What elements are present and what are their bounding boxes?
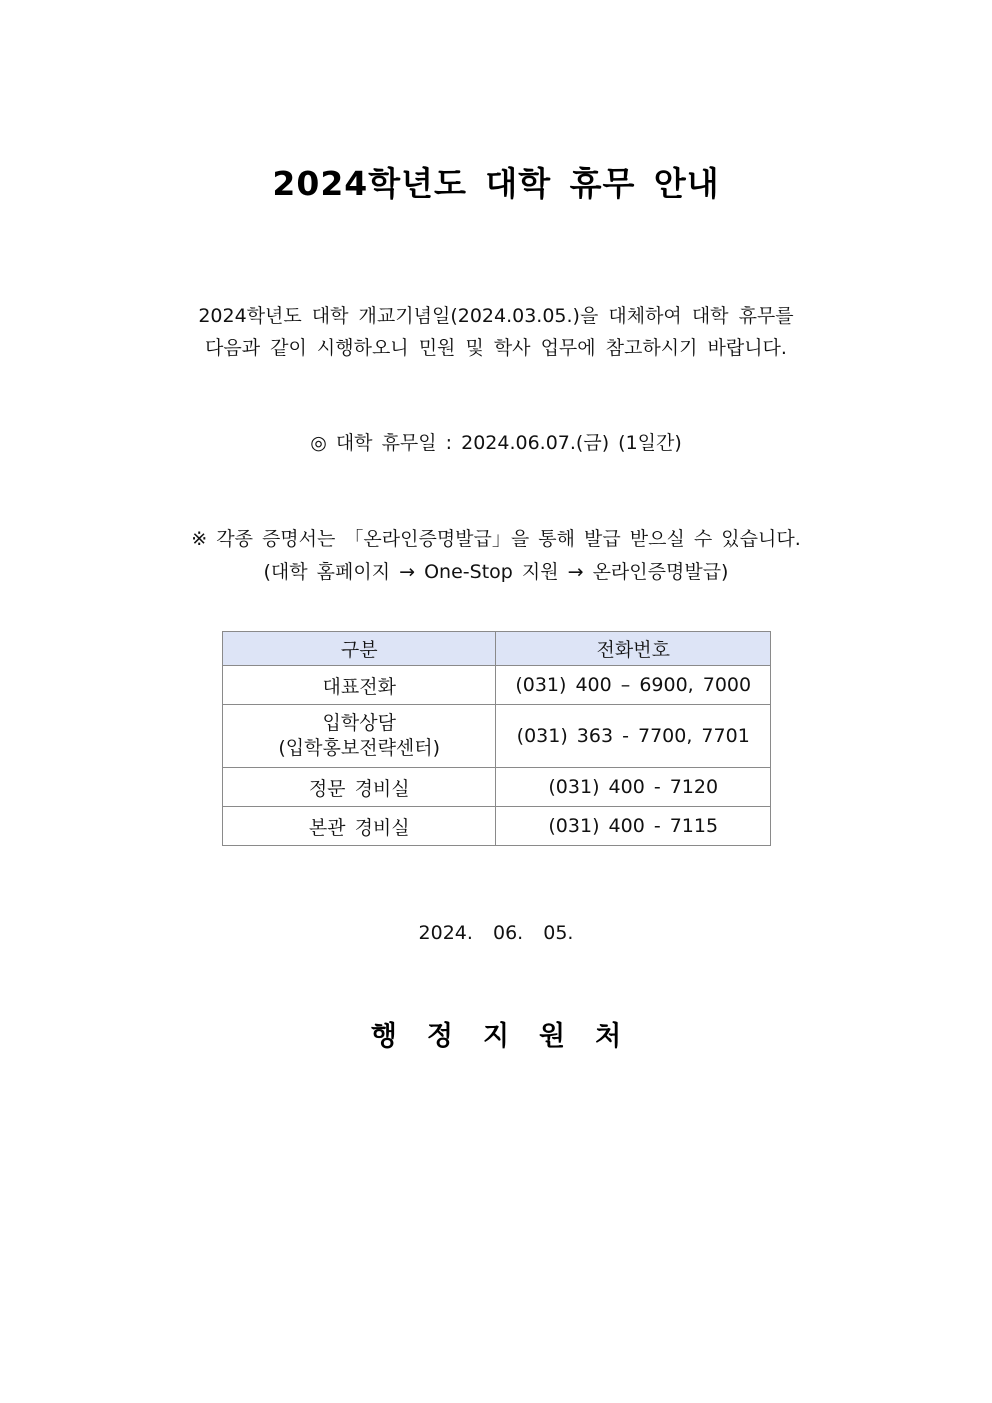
row-phone: (031) 400 - 7120 [496, 768, 771, 807]
issuing-office: 행정지원처 [370, 1021, 652, 1052]
row-category: 본관 경비실 [223, 807, 496, 846]
header-category: 구분 [223, 632, 496, 666]
row-phone: (031) 400 - 7115 [496, 807, 771, 846]
row-phone: (031) 363 - 7700, 7701 [496, 705, 771, 768]
row-category: 정문 경비실 [223, 768, 496, 807]
issue-date: 2024. 06. 05. [418, 922, 574, 944]
row-category: 대표전화 [223, 666, 496, 705]
row-category-sub: (입학홍보전략센터) [278, 737, 441, 759]
table-row [223, 666, 771, 705]
row-phone: (031) 400 – 6900, 7000 [496, 666, 771, 705]
notice-line-2: (대학 홈페이지 → One-Stop 지원 → 온라인증명발급) [263, 561, 729, 583]
table-row [223, 768, 771, 807]
notice-line-1: ※ 각종 증명서는 「온라인증명발급」을 통해 발급 받으실 수 있습니다. [191, 528, 801, 550]
row-category [223, 705, 496, 768]
certificate-notice [0, 523, 992, 589]
intro-paragraph [0, 300, 992, 364]
table-header-row [223, 632, 771, 666]
row-category-main: 입학상담 [322, 712, 396, 734]
header-phone: 전화번호 [496, 632, 771, 666]
intro-line-2: 다음과 같이 시행하오니 민원 및 학사 업무에 참고하시기 바랍니다. [205, 337, 787, 359]
table-row [223, 705, 771, 768]
document-title: 2024학년도 대학 휴무 안내 [272, 164, 720, 203]
intro-line-1: 2024학년도 대학 개교기념일(2024.03.05.)을 대체하여 대학 휴무를 [198, 305, 794, 327]
contact-table [222, 631, 771, 846]
table-row [223, 807, 771, 846]
holiday-date-line: ◎ 대학 휴무일 : 2024.06.07.(금) (1일간) [310, 432, 682, 454]
